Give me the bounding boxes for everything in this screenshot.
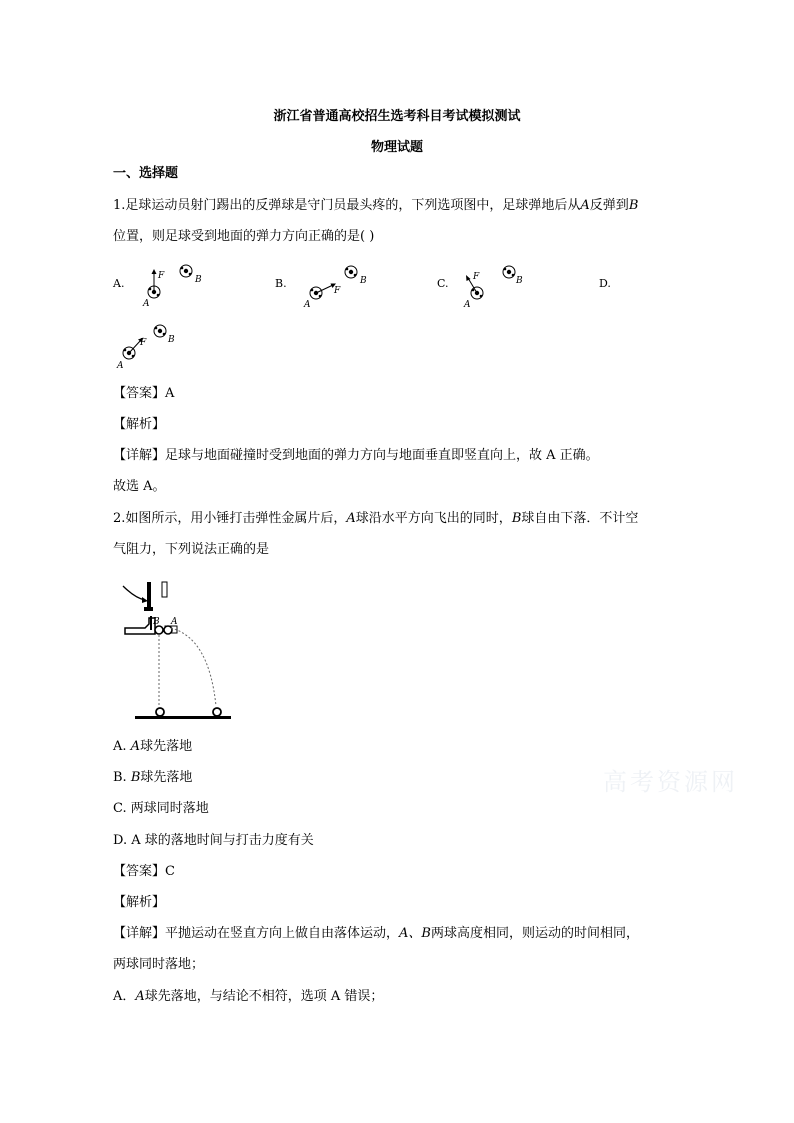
document-title: 浙江省普通高校招生选考科目考试模拟测试: [273, 109, 521, 124]
parabolic-trajectory: [171, 628, 216, 706]
q1-option-a-letter: A.: [113, 277, 125, 290]
q1-analysis: 【解析】: [113, 417, 166, 432]
soccer-ball-icon: [503, 266, 515, 278]
document-subtitle: 物理试题: [370, 140, 423, 155]
section-heading: 一、选择题: [113, 166, 179, 181]
ground: [135, 716, 231, 719]
q1-conclusion: 故选 A。: [113, 479, 166, 494]
ball-a-label: A: [171, 617, 178, 627]
q1-text-line1: 1.足球运动员射门踢出的反弹球是守门员最头疼的，下列选项图中，足球弹地后从A反弹到B: [113, 198, 639, 213]
q1-text-line2: 位置，则足球受到地面的弹力方向正确的是( ): [113, 229, 375, 244]
q2-option-d: D. A 球的落地时间与打击力度有关: [113, 833, 314, 848]
ball-a-label: A: [117, 361, 124, 371]
q2-answer: 【答案】C: [113, 864, 175, 879]
ball-a-label: A: [304, 300, 311, 310]
q2-analysis: 【解析】: [113, 895, 166, 910]
ball-b-label: B: [153, 617, 160, 627]
metal-sheet: [162, 582, 167, 597]
q2-option-a: A. A球先落地: [113, 739, 193, 754]
force-label: F: [334, 286, 341, 296]
ball-b-label: B: [168, 335, 175, 345]
soccer-ball-icon: [345, 266, 357, 278]
hammer-icon: [144, 582, 153, 611]
q1-option-d-figure: [115, 320, 185, 372]
q1-option-c-figure: [460, 262, 530, 312]
ball-b-label: B: [360, 276, 367, 286]
q2-detail-line2: 两球同时落地；: [113, 957, 205, 972]
q2-detail-line1: 【详解】平抛运动在竖直方向上做自由落体运动，A、B两球高度相同，则运动的时间相同，: [113, 926, 639, 941]
q2-last-line: A．A球先落地，与结论不相符，选项 A 错误；: [113, 989, 384, 1004]
q1-option-d-letter: D.: [599, 277, 611, 290]
q1-option-a-figure: [140, 262, 210, 312]
q2-option-b: B. B球先落地: [113, 770, 193, 785]
q1-detail: 【详解】足球与地面碰撞时受到地面的弹力方向与地面垂直即竖直向上，故 A 正确。: [113, 448, 599, 463]
soccer-ball-icon: [180, 265, 192, 277]
ball-a-label: A: [464, 300, 471, 310]
ball-b-label: B: [195, 275, 202, 285]
q1-option-c-letter: C.: [437, 277, 449, 290]
curved-arrow-icon: [123, 586, 145, 600]
q1-option-b-figure: [300, 262, 370, 312]
ball-a: [164, 626, 172, 634]
q1-answer: 【答案】A: [113, 386, 175, 401]
soccer-ball-icon: [154, 325, 166, 337]
q2-text-line2: 气阻力，下列说法正确的是: [113, 542, 270, 557]
ball-b-label: B: [516, 276, 523, 286]
q2-text-line1: 2.如图所示，用小锤打击弹性金属片后，A球沿水平方向飞出的同时，B球自由下落．不计空: [113, 511, 639, 526]
q2-experiment-figure: [115, 578, 235, 723]
ball-b: [155, 626, 163, 634]
force-label: F: [140, 338, 147, 348]
ball-a-label: A: [143, 299, 150, 309]
watermark: 高考资源网: [603, 768, 738, 796]
force-label: F: [158, 271, 165, 281]
force-label: F: [473, 272, 480, 282]
q1-option-b-letter: B.: [275, 277, 287, 290]
q2-option-c: C. 两球同时落地: [113, 801, 209, 816]
